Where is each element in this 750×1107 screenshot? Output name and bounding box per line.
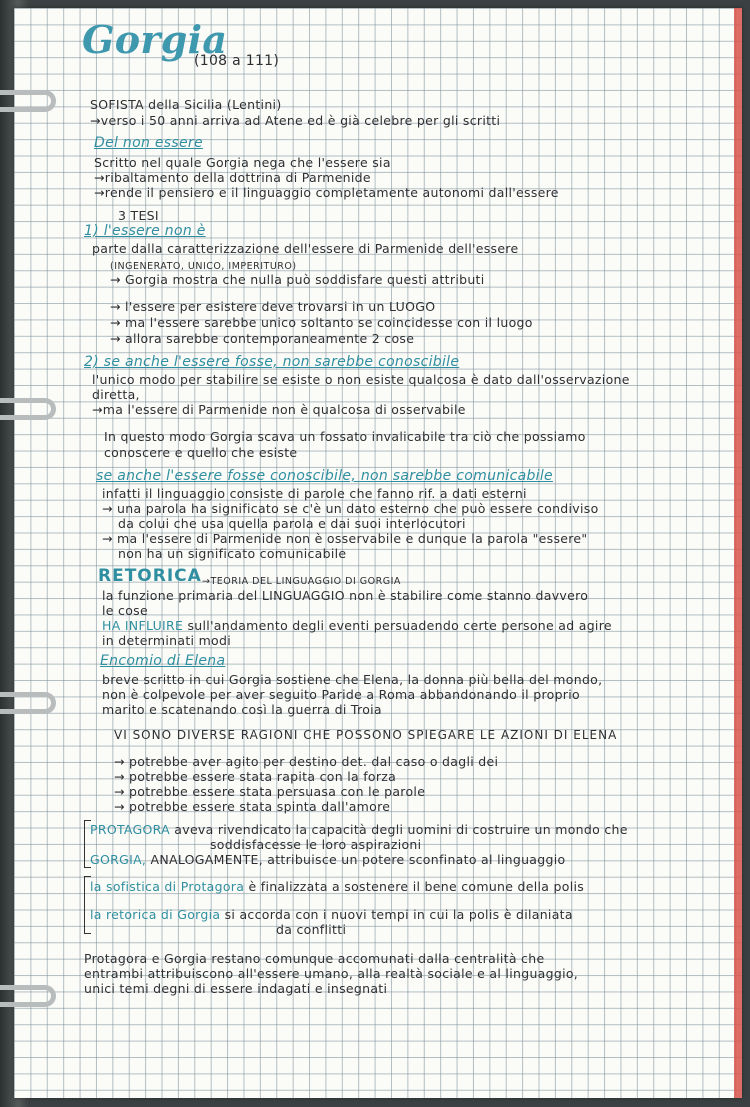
list-item: → potrebbe essere stata persuasa con le parole bbox=[114, 784, 426, 799]
title-dates: (108 a 111) bbox=[194, 53, 280, 69]
section-heading: Encomio di Elena bbox=[100, 653, 226, 669]
list-item: → potrebbe essere stata spinta dall'amore bbox=[114, 799, 391, 814]
text-line: non è colpevole per aver seguito Paride a Roma abbandonando il proprio bbox=[102, 687, 580, 702]
highlight-text: Gorgia bbox=[177, 907, 221, 922]
text-line: conoscere e quello che esiste bbox=[104, 445, 298, 460]
text-line: marito e scatenando così la guerra di Troia bbox=[102, 702, 382, 717]
text-line bbox=[102, 618, 612, 633]
list-item: → potrebbe aver agito per destino det. dal caso o dagli dei bbox=[114, 754, 499, 769]
text-line: da colui che usa quella parola e dai suoi interlocutori bbox=[118, 516, 466, 531]
text-line: → ma l'essere di Parmenide non è osservabile e dunque la parola "essere" bbox=[102, 531, 588, 546]
text-fragment: la retorica di bbox=[90, 907, 178, 922]
text-fragment: si accorda con i nuovi tempi in cui la polis è dilaniata bbox=[220, 907, 573, 922]
text-fragment: sull'andamento degli eventi persuadendo certe persone ad agire bbox=[183, 618, 612, 633]
highlight-text: PROTAGORA bbox=[90, 822, 171, 837]
section-heading: 2) se anche l'essere fosse, non sarebbe conoscibile bbox=[84, 354, 460, 370]
text-line: entrambi attribuiscono all'essere umano, alla realtà sociale e al linguaggio, bbox=[84, 966, 579, 981]
text-line bbox=[90, 822, 628, 837]
highlight-text: HA INFLUIRE bbox=[102, 618, 184, 633]
section-heading: 1) l'essere non è bbox=[84, 223, 206, 239]
text-line: → ma l'essere sarebbe unico soltanto se coincidesse con il luogo bbox=[110, 315, 533, 330]
text-line: Scritto nel quale Gorgia nega che l'essere sia bbox=[94, 155, 391, 170]
text-fragment: aveva rivendicato la capacità degli uomini di costruire un mondo che bbox=[170, 822, 628, 837]
text-line: VI SONO DIVERSE RAGIONI CHE POSSONO SPIEGARE LE AZIONI DI ELENA bbox=[114, 728, 618, 742]
binder-ring bbox=[0, 398, 56, 420]
text-line: parte dalla caratterizzazione dell'essere di Parmenide dell'essere bbox=[92, 241, 519, 256]
text-line: → una parola ha significato se c'è un dato esterno che può essere condiviso bbox=[102, 501, 599, 516]
text-line bbox=[90, 907, 573, 922]
text-fragment: è finalizzata a sostenere il bene comune della polis bbox=[244, 879, 585, 894]
binder-ring bbox=[0, 90, 56, 112]
text-line: breve scritto in cui Gorgia sostiene che Elena, la donna più bella del mondo, bbox=[102, 672, 603, 687]
text-line: l'unico modo per stabilire se esiste o non esiste qualcosa è dato dall'osservazione bbox=[92, 372, 630, 387]
text-fragment: ANALOGAMENTE, attribuisce un potere sconfinato al linguaggio bbox=[146, 852, 566, 867]
text-line: non ha un significato comunicabile bbox=[118, 546, 347, 561]
text-line: da conflitti bbox=[276, 922, 347, 937]
intro-line: SOFISTA della Sicilia (Lentini) bbox=[90, 97, 282, 112]
page-edge bbox=[734, 8, 742, 1098]
text-fragment: la sofistica di bbox=[90, 879, 181, 894]
text-line: →ribaltamento della dottrina di Parmenide bbox=[94, 170, 371, 185]
text-line: la funzione primaria del LINGUAGGIO non è stabilire come stanno davvero bbox=[102, 588, 589, 603]
text-line: In questo modo Gorgia scava un fossato invalicabile tra ciò che possiamo bbox=[104, 429, 586, 444]
text-line: diretta, bbox=[92, 387, 140, 402]
text-line: →rende il pensiero e il linguaggio completamente autonomi dall'essere bbox=[94, 185, 559, 200]
text-line: le cose bbox=[102, 603, 148, 618]
text-line: →TEORIA DEL LINGUAGGIO DI GORGIA bbox=[202, 576, 401, 587]
text-line bbox=[90, 879, 584, 894]
highlight-text: Protagora bbox=[180, 879, 245, 894]
binder-ring bbox=[0, 692, 56, 714]
highlight-text: GORGIA, bbox=[90, 852, 147, 867]
text-line: → l'essere per esistere deve trovarsi in un LUOGO bbox=[110, 299, 436, 314]
text-line: unici temi degni di essere indagati e insegnati bbox=[84, 981, 388, 996]
text-line: Protagora e Gorgia restano comunque accomunati dalla centralità che bbox=[84, 951, 545, 966]
text-line: 3 TESI bbox=[118, 208, 159, 223]
text-line: → Gorgia mostra che nulla può soddisfare questi attributi bbox=[110, 272, 485, 287]
page-title: Gorgia bbox=[82, 17, 228, 62]
text-line: → allora sarebbe contemporaneamente 2 cose bbox=[110, 331, 415, 346]
list-item: → potrebbe essere stata rapita con la forza bbox=[114, 769, 397, 784]
text-line bbox=[90, 852, 565, 867]
section-heading: se anche l'essere fosse conoscibile, non sarebbe comunicabile bbox=[96, 468, 553, 484]
intro-line: →verso i 50 anni arriva ad Atene ed è già celebre per gli scritti bbox=[90, 113, 501, 128]
section-heading: Del non essere bbox=[94, 135, 203, 151]
text-line: in determinati modi bbox=[102, 633, 232, 648]
text-line: (INGENERATO, UNICO, IMPERITURO) bbox=[110, 261, 297, 272]
notebook-page bbox=[14, 8, 742, 1098]
binder-ring bbox=[0, 985, 56, 1007]
text-line: infatti il linguaggio consiste di parole che fanno rif. a dati esterni bbox=[102, 486, 527, 501]
text-line: soddisfacesse le loro aspirazioni bbox=[210, 837, 422, 852]
text-line: →ma l'essere di Parmenide non è qualcosa di osservabile bbox=[92, 402, 466, 417]
section-heading: RETORICA bbox=[98, 566, 202, 586]
